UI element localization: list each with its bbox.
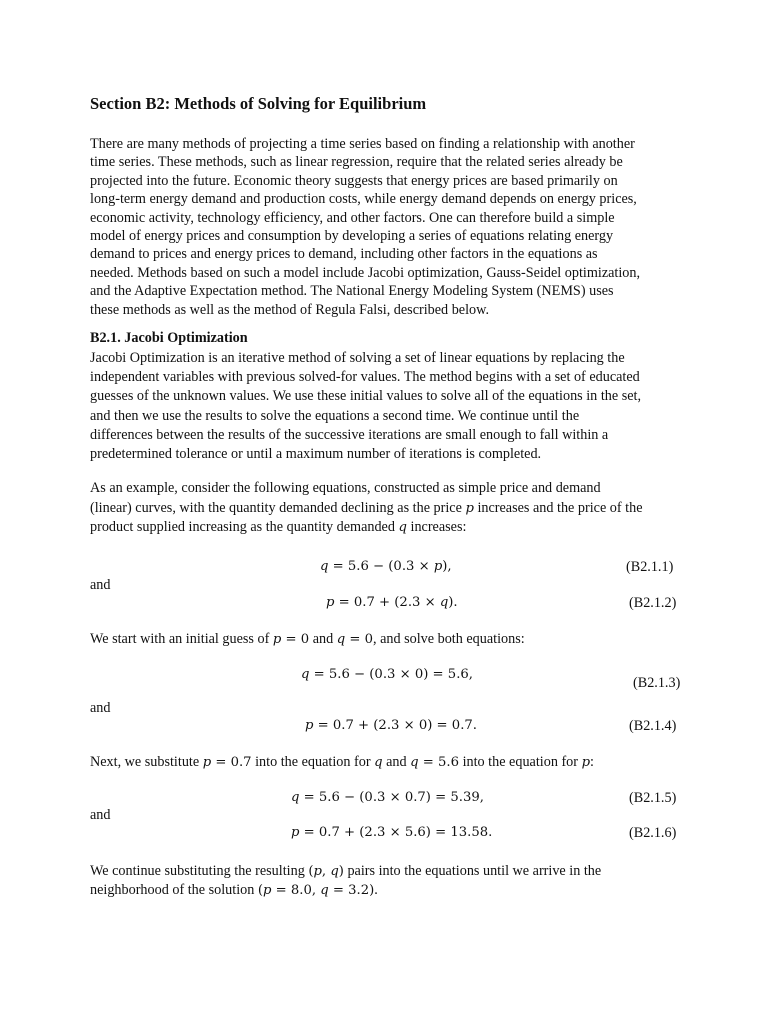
- and-connector: and: [90, 807, 111, 823]
- substitution-paragraph: [90, 753, 690, 772]
- jacobi-line: and then we use the results to solve the equations a second time. We continue until the: [90, 407, 580, 424]
- intro-line: needed. Methods based on such a model include Jacobi optimization, Gauss-Seidel optimization,: [90, 264, 641, 281]
- jacobi-paragraph: [90, 349, 690, 464]
- intro-line: projected into the future. Economic theory suggests that energy prices are based primarily on: [90, 172, 618, 189]
- intro-line: time series. These methods, such as linear regression, require that the related series already be: [90, 154, 623, 171]
- example-line: As an example, consider the following equations, constructed as simple price and demand: [90, 480, 601, 496]
- intro-line: There are many methods of projecting a time series based on finding a relationship with another: [90, 136, 635, 152]
- equation-number: (B2.1.5): [629, 790, 677, 806]
- intro-line: economic activity, technology efficiency, and other factors. One can therefore build a simple: [90, 209, 615, 226]
- equation-b2-1-1: 𝑞 = 5.6 − (0.3 × 𝑝),: [320, 559, 452, 574]
- substitution-line: Next, we substitute 𝑝 = 0.7 into the equation for 𝑞 and 𝑞 = 5.6 into the equation for 𝑝:: [90, 754, 594, 770]
- equation-number: (B2.1.1): [626, 559, 674, 575]
- and-connector: and: [90, 700, 111, 716]
- initial-guess-line: We start with an initial guess of 𝑝 = 0 and 𝑞 = 0, and solve both equations:: [90, 631, 525, 647]
- section-title: Section B2: Methods of Solving for Equilibrium: [90, 94, 427, 113]
- equation-b2-1-2: 𝑝 = 0.7 + (2.3 × 𝑞).: [326, 595, 458, 610]
- example-line: product supplied increasing as the quantity demanded q increases:: [90, 519, 467, 535]
- document-page: [90, 0, 690, 1024]
- intro-paragraph: [90, 135, 690, 319]
- intro-line: model of energy prices and consumption by developing a series of equations relating energy: [90, 228, 614, 245]
- conclusion-paragraph: [90, 862, 690, 901]
- jacobi-line: predetermined tolerance or until a maximum number of iterations is completed.: [90, 446, 542, 463]
- example-line: (linear) curves, with the quantity demanded declining as the price p increases and the price of the: [90, 499, 643, 516]
- jacobi-line: independent variables with previous solved-for values. The method begins with a set of educated: [90, 369, 640, 386]
- jacobi-line: guesses of the unknown values. We use these initial values to solve all of the equations in the set,: [90, 388, 642, 405]
- jacobi-line: differences between the results of the successive iterations are small enough to fall within a: [90, 426, 609, 443]
- intro-line: long-term energy demand and production costs, while energy demand depends on energy prices,: [90, 191, 637, 208]
- equation-number: (B2.1.6): [629, 825, 677, 841]
- intro-line: these methods as well as the method of Regula Falsi, described below.: [90, 301, 489, 318]
- equation-b2-1-4: 𝑝 = 0.7 + (2.3 × 0) = 0.7.: [305, 718, 477, 733]
- equation-b2-1-5: 𝑞 = 5.6 − (0.3 × 0.7) = 5.39,: [291, 790, 484, 805]
- equation-b2-1-3: 𝑞 = 5.6 − (0.3 × 0) = 5.6,: [301, 667, 473, 682]
- conclusion-line: neighborhood of the solution (𝑝 = 8.0, 𝑞 = 3.2).: [90, 882, 378, 899]
- equation-number: (B2.1.3): [633, 675, 681, 691]
- conclusion-line: We continue substituting the resulting (𝑝, 𝑞) pairs into the equations until we arrive in the: [90, 863, 602, 879]
- equation-b2-1-6: 𝑝 = 0.7 + (2.3 × 5.6) = 13.58.: [291, 825, 493, 840]
- and-connector: and: [90, 577, 111, 593]
- intro-line: demand to prices and energy prices to demand, including other factors in the equations as: [90, 246, 598, 263]
- intro-line: and the Adaptive Expectation method. The National Energy Modeling System (NEMS) uses: [90, 283, 614, 300]
- equation-number: (B2.1.2): [629, 595, 677, 611]
- jacobi-line: Jacobi Optimization is an iterative method of solving a set of linear equations by replacing the: [90, 350, 625, 366]
- initial-guess-paragraph: [90, 630, 690, 649]
- example-paragraph: [90, 479, 690, 538]
- equation-number: (B2.1.4): [629, 718, 677, 734]
- subsection-title: B2.1. Jacobi Optimization: [90, 330, 248, 346]
